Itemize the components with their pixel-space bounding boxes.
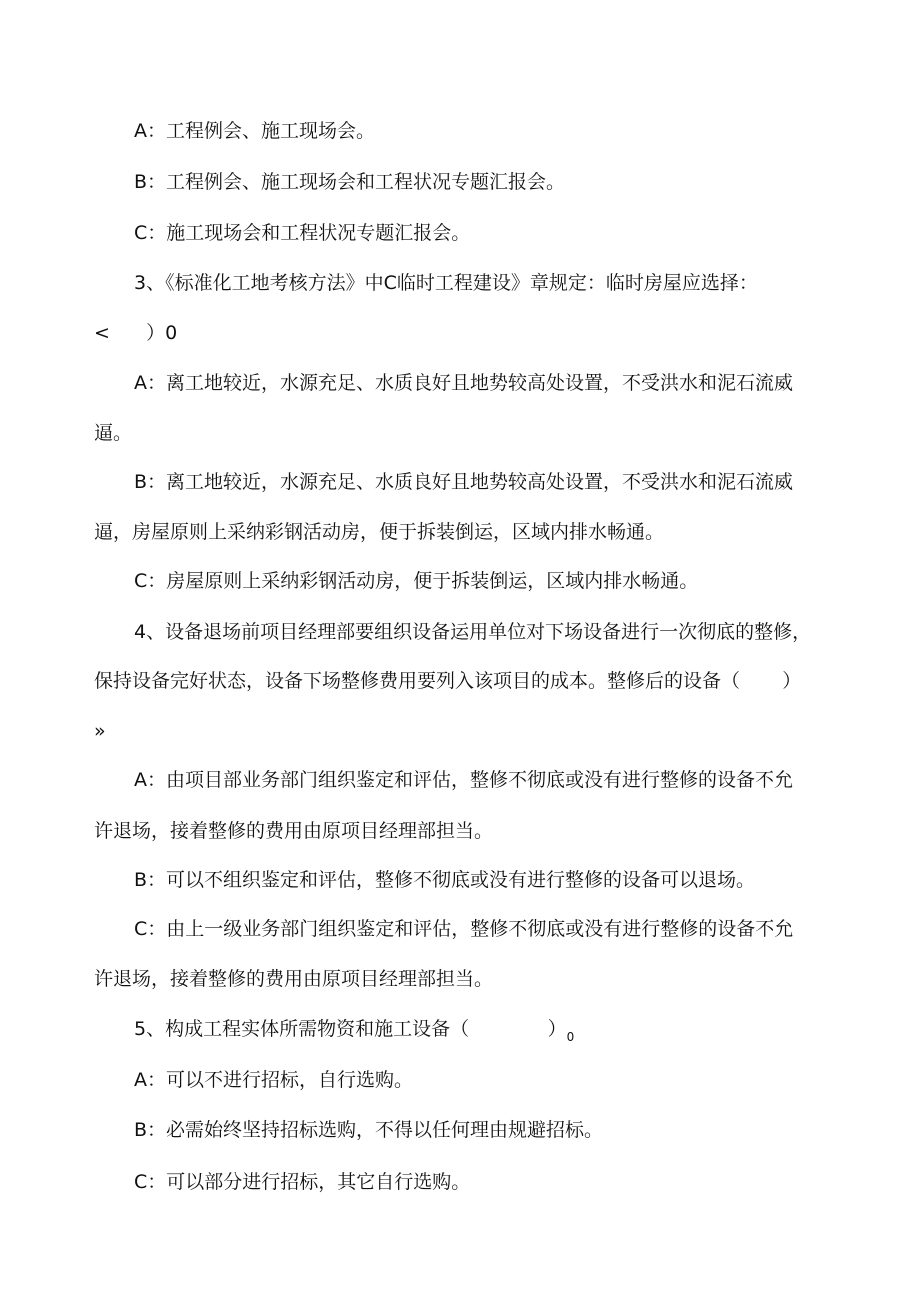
q5-stem-subscript: 0 <box>566 1030 575 1044</box>
q3-option-b-line-2: 逼，房屋原则上采纳彩钢活动房，便于拆装倒运，区域内排水畅通。 <box>94 521 665 543</box>
q2-option-c: C：施工现场会和工程状况专题汇报会。 <box>134 222 471 244</box>
q5-stem <box>134 1016 574 1050</box>
q4-option-b: B：可以不组织鉴定和评估，整修不彻底或没有进行整修的设备可以退场。 <box>134 869 756 891</box>
q5-option-c: C：可以部分进行招标，其它自行选购。 <box>134 1171 471 1193</box>
q5-option-a: A：可以不进行招标，自行选购。 <box>134 1069 413 1091</box>
q4-stem-line-2: 保持设备完好状态，设备下场整修费用要列入该项目的成本。整修后的设备（ ） <box>94 670 802 692</box>
q3-option-a-line-1: A：离工地较近，水源充足、水质良好且地势较高处设置，不受洪水和泥石流威 <box>134 372 793 394</box>
q3-option-b-line-1: B：离工地较近，水源充足、水质良好且地势较高处设置，不受洪水和泥石流威 <box>134 471 794 493</box>
q3-stem-line-1: 3、《标准化工地考核方法》中C临时工程建设》章规定：临时房屋应选择： <box>134 272 758 294</box>
q5-stem-text: 5、构成工程实体所需物资和施工设备（ ） <box>134 1018 567 1040</box>
q4-stem-line-1: 4、设备退场前项目经理部要组织设备运用单位对下场设备进行一次彻底的整修， <box>134 621 812 643</box>
q2-option-b: B：工程例会、施工现场会和工程状况专题汇报会。 <box>134 171 566 193</box>
q4-stem-line-3: » <box>94 720 106 742</box>
q4-option-a-line-1: A：由项目部业务部门组织鉴定和评估，整修不彻底或没有进行整修的设备不允 <box>134 769 793 791</box>
q4-option-c-line-2: 许退场，接着整修的费用由原项目经理部担当。 <box>94 968 494 990</box>
q3-stem-line-2: < ）0 <box>94 322 178 344</box>
q2-option-a: A：工程例会、施工现场会。 <box>134 120 375 142</box>
q3-option-a-line-2: 逼。 <box>94 422 133 444</box>
q4-option-a-line-2: 许退场，接着整修的费用由原项目经理部担当。 <box>94 820 494 842</box>
q3-option-c: C：房屋原则上采纳彩钢活动房，便于拆装倒运，区域内排水畅通。 <box>134 570 699 592</box>
q4-option-c-line-1: C：由上一级业务部门组织鉴定和评估，整修不彻底或没有进行整修的设备不允 <box>134 918 794 940</box>
q5-option-b: B：必需始终坚持招标选购，不得以任何理由规避招标。 <box>134 1119 604 1141</box>
